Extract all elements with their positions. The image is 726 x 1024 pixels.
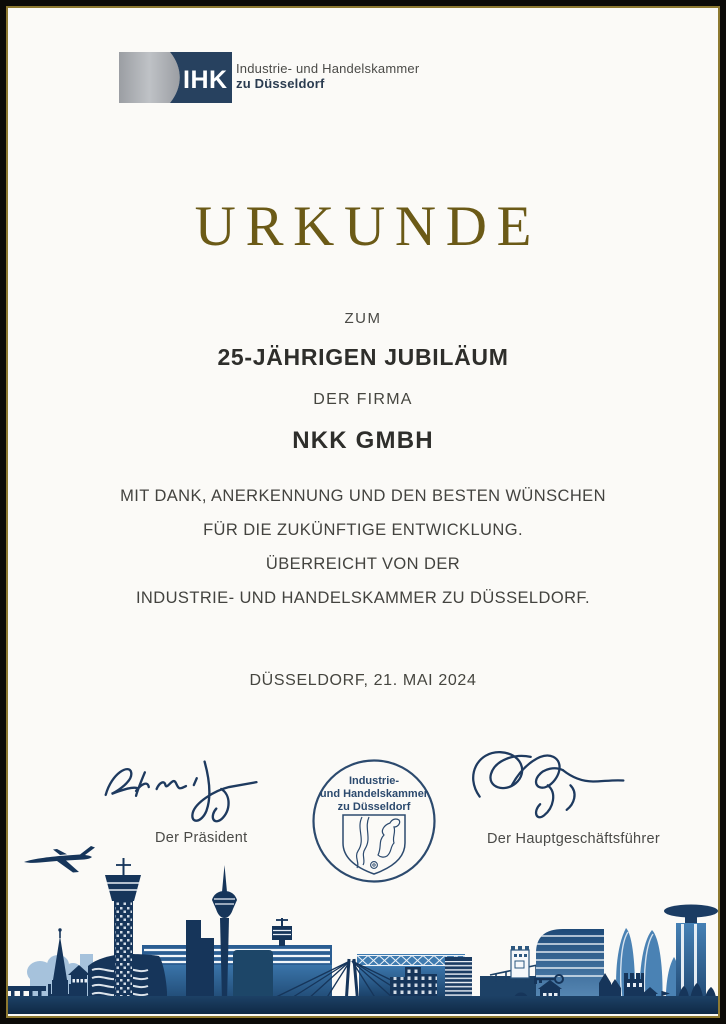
- wishes-line-2: FÜR DIE ZUKÜNFTIGE ENTWICKLUNG.: [203, 521, 523, 539]
- intro-line: ZUM: [344, 310, 382, 327]
- president-signature: [92, 740, 278, 838]
- ihk-logo: [119, 52, 232, 103]
- wishes-line-4: INDUSTRIE- UND HANDELSKAMMER ZU DÜSSELDORF.: [135, 589, 591, 607]
- wishes-line-1: MIT DANK, ANERKENNUNG UND DEN BESTEN WÜNSCHEN: [120, 487, 606, 505]
- airplane-icon: [24, 846, 95, 873]
- ground-strip: [0, 996, 726, 1014]
- logo-org-city: zu Düsseldorf: [236, 76, 325, 91]
- logo-org-block: [236, 61, 419, 91]
- place-date-line: DÜSSELDORF, 21. MAI 2024: [249, 672, 477, 689]
- skyline-illustration: [0, 842, 726, 1014]
- logo-org-name: Industrie- und Handelskammer: [236, 61, 420, 76]
- seal-text-3: zu Düsseldorf: [337, 801, 411, 813]
- seal-text-2: und Handelskammer: [319, 788, 429, 800]
- company-name: NKK GMBH: [292, 427, 434, 454]
- ihk-logo-abbr: IHK: [183, 66, 228, 94]
- firm-label: DER FIRMA: [313, 391, 413, 408]
- occasion-line: 25-JÄHRIGEN JUBILÄUM: [217, 344, 509, 370]
- certificate-title: URKUNDE: [194, 195, 542, 258]
- castle-tower-white: [511, 946, 529, 978]
- wishes-line-3: ÜBERREICHT VON DER: [265, 555, 461, 573]
- president-role-label: Der Präsident: [155, 830, 248, 846]
- small-control-tower: [272, 918, 292, 946]
- ceo-signature: [450, 738, 636, 842]
- ihk-logo-gray-panel: [119, 52, 180, 103]
- seal-text-1: Industrie-: [348, 775, 400, 787]
- ceo-role-label: Der Hauptgeschäftsführer: [487, 831, 660, 847]
